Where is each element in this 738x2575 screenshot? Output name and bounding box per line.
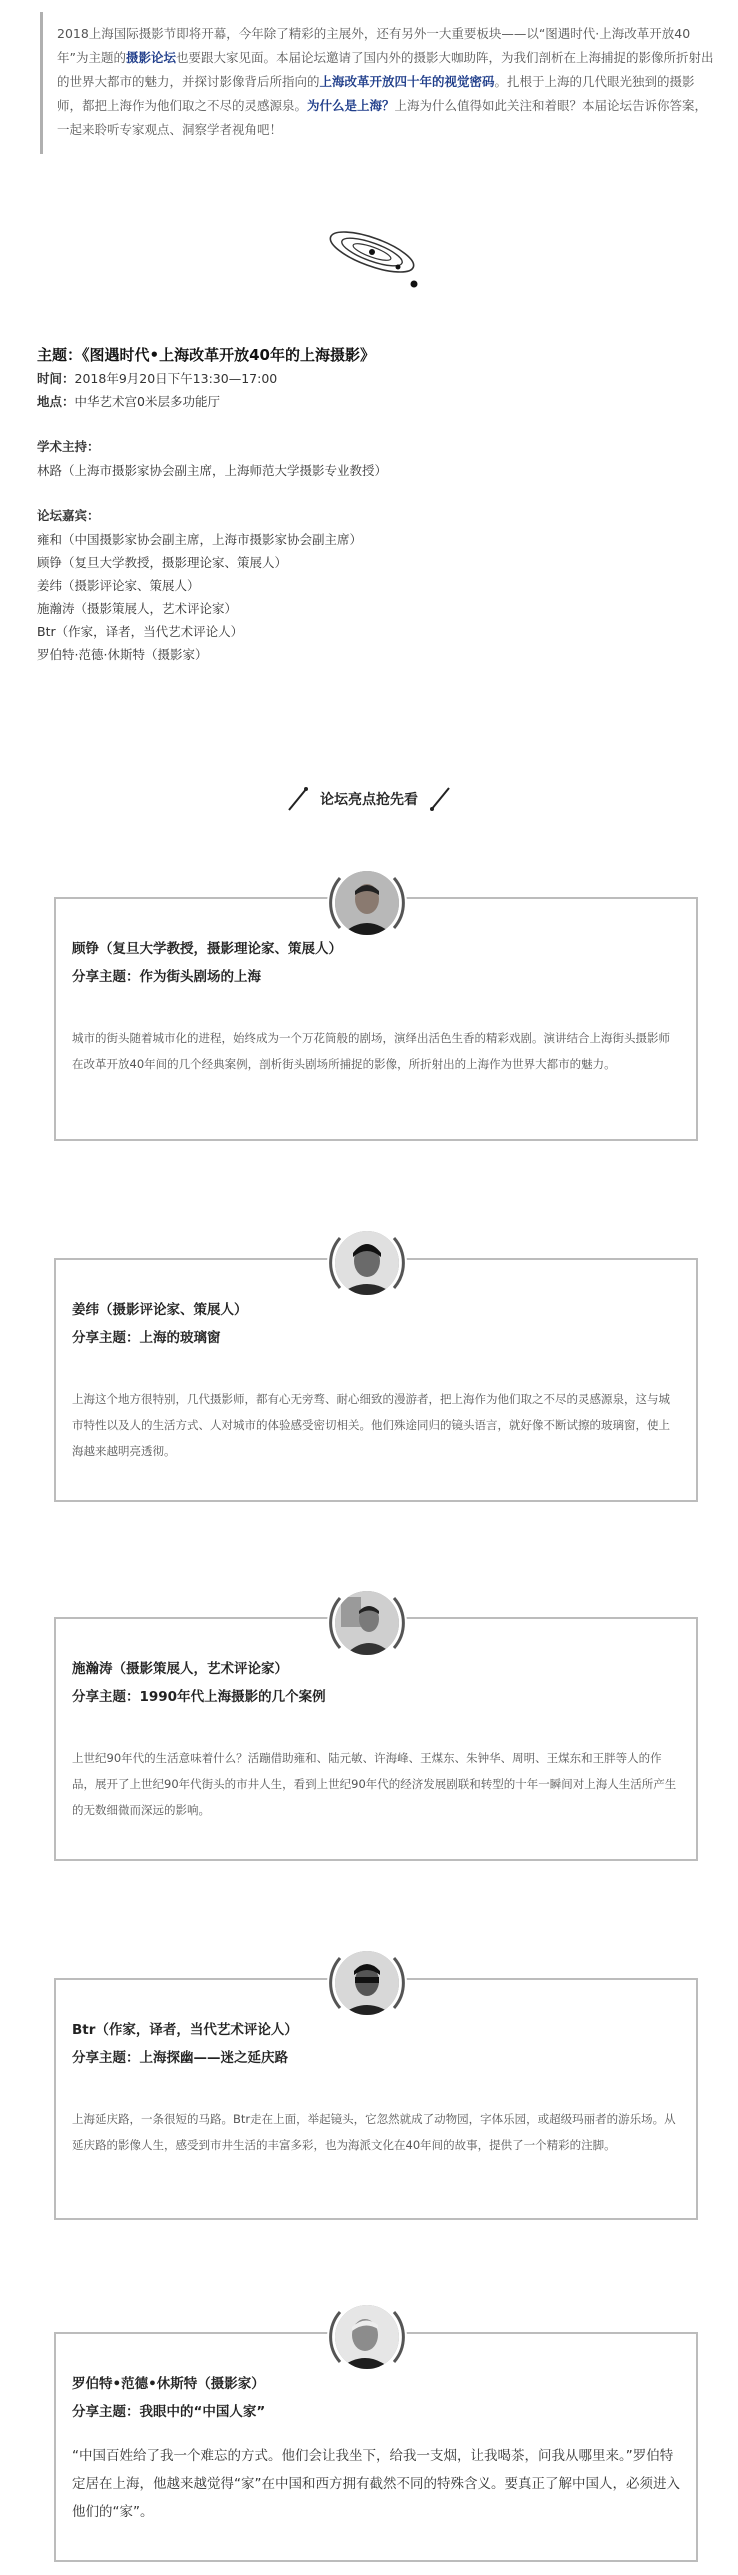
avatar xyxy=(335,871,399,935)
orbit-icon xyxy=(322,222,432,302)
speaker-avatar-frame xyxy=(322,1218,412,1308)
guests-heading: 论坛嘉宾： xyxy=(37,508,100,523)
intro-highlight-why: 为什么是上海？ xyxy=(307,98,395,113)
intro-text-1: 2018上海国际摄影节即将开幕，今年除了精彩的主展外，还有另外一大重要板块——以“图遇时代·上海改革开放40年”为主题的 xyxy=(57,26,691,65)
avatar xyxy=(335,1951,399,2015)
speaker-topic: 分享主题：上海探幽——迷之延庆路 xyxy=(72,2050,288,2066)
speaker-topic: 分享主题：作为街头剧场的上海 xyxy=(72,969,261,985)
intro-text-4: 上海为什么值得如此关注和着眼？本届论坛告诉你答案，一起来聆听专家观点、洞察学者视角吧！ xyxy=(57,98,708,137)
guest-item: Btr（作家，译者，当代艺术评论人） xyxy=(37,624,244,639)
intro-highlight-code: 上海改革开放四十年的视觉密码 xyxy=(319,74,495,89)
host-heading: 学术主持： xyxy=(37,439,100,454)
speaker-avatar-frame xyxy=(322,1578,412,1668)
speaker-name: 罗伯特•范德•休斯特（摄影家） xyxy=(72,2376,265,2392)
slash-right-icon xyxy=(429,786,451,812)
guest-item: 姜纬（摄影评论家、策展人） xyxy=(37,578,200,593)
intro-highlight-forum: 摄影论坛 xyxy=(125,50,176,65)
speaker-topic: 分享主题：1990年代上海摄影的几个案例 xyxy=(72,1689,326,1705)
guest-item: 罗伯特·范德·休斯特（摄影家） xyxy=(37,647,208,662)
speaker-description: 上海这个地方很特别，几代摄影师，都有心无旁骛、耐心细致的漫游者，把上海作为他们取之不尽的灵感源泉，这与城市特性以及人的生活方式、人对城市的体验感受密切相关。他们殊途同归的镜头语言，就好像不断试擦的玻璃窗，使上海越来越明亮透彻。 xyxy=(72,1392,670,1458)
intro-paragraph xyxy=(40,12,716,154)
avatar xyxy=(335,1591,399,1655)
forum-theme-title: 主题：《图遇时代•上海改革开放40年的上海摄影》 xyxy=(37,346,375,364)
highlight-title: 论坛亮点抢先看 xyxy=(320,792,418,808)
highlight-heading xyxy=(0,786,738,820)
host-name: 林路（上海市摄影家协会副主席，上海师范大学摄影专业教授） xyxy=(37,463,388,478)
speaker-name: Btr（作家，译者，当代艺术评论人） xyxy=(72,2022,298,2038)
speaker-description: “中国百姓给了我一个难忘的方式。他们会让我坐下，给我一支烟，让我喝茶，问我从哪里来。”罗伯特定居在上海，他越来越觉得“家”在中国和西方拥有截然不同的特殊含义。要真正了解中国人，必须进入他们的“家”。 xyxy=(72,2448,680,2520)
speaker-avatar-frame xyxy=(322,858,412,948)
intro-text-2: 也要跟大家见面。本届论坛邀请了国内外的摄影大咖助阵，为我们剖析在上海捕捉的影像所折射出的世界大都市的魅力，并探讨影像背后所指向的 xyxy=(57,50,714,89)
speaker-topic: 分享主题：上海的玻璃窗 xyxy=(72,1330,221,1346)
speaker-name: 顾铮（复旦大学教授，摄影理论家、策展人） xyxy=(72,941,342,957)
speaker-description: 上世纪90年代的生活意味着什么？活蹦借助雍和、陆元敏、许海峰、王煤东、朱钟华、周明、王煤东和王胖等人的作品，展开了上世纪90年代街头的市井人生，看到上世纪90年代的经济发展剧联和转型的十年一瞬间对上海人生活所产生的无数细微而深远的影响。 xyxy=(72,1751,677,1817)
speaker-description: 城市的街头随着城市化的进程，始终成为一个万花筒般的剧场，演绎出活色生香的精彩戏剧。演讲结合上海街头摄影师在改革开放40年间的几个经典案例，剖析街头剧场所捕捉的影像，所折射出的上海作为世界大都市的魅力。 xyxy=(72,1031,670,1071)
avatar xyxy=(335,1231,399,1295)
speaker-avatar-frame xyxy=(322,2292,412,2382)
speaker-avatar-frame xyxy=(322,1938,412,2028)
speaker-description: 上海延庆路，一条很短的马路。Btr走在上面，举起镜头，它忽然就成了动物园，字体乐园，或超级玛丽者的游乐场。从延庆路的影像人生，感受到市井生活的丰富多彩，也为海派文化在40年间的故事，提供了一个精彩的注脚。 xyxy=(72,2112,676,2152)
avatar xyxy=(335,2305,399,2369)
speaker-name: 施瀚涛（摄影策展人，艺术评论家） xyxy=(72,1661,288,1677)
slash-left-icon xyxy=(287,786,309,812)
guest-item: 雍和（中国摄影家协会副主席，上海市摄影家协会副主席） xyxy=(37,532,363,547)
speaker-name: 姜纬（摄影评论家、策展人） xyxy=(72,1302,248,1318)
forum-time: 时间：2018年9月20日下午13:30—17:00 xyxy=(37,371,278,386)
intro-text-3: 。扎根于上海的几代眼光独到的摄影师，都把上海作为他们取之不尽的灵感源泉。 xyxy=(57,74,695,113)
guest-item: 施瀚涛（摄影策展人，艺术评论家） xyxy=(37,601,238,616)
guest-item: 顾铮（复旦大学教授，摄影理论家、策展人） xyxy=(37,555,288,570)
forum-info xyxy=(37,343,697,666)
forum-place: 地点：中华艺术宫0米层多功能厅 xyxy=(37,394,220,409)
speaker-topic: 分享主题：我眼中的“中国人家” xyxy=(72,2404,266,2420)
